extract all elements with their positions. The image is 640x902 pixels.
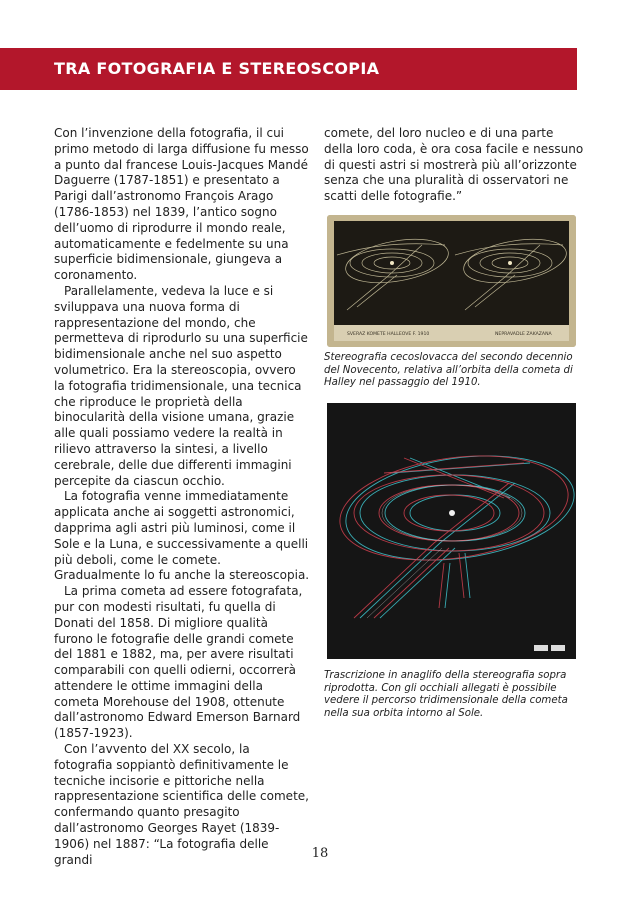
chapter-header-bar xyxy=(0,48,577,90)
right-text-column xyxy=(324,126,584,205)
anaglyph-caption: Trascrizione in anaglifo della stereografia sopra riprodotta. Con gli occhiali allegati è possibile vedere il percorso tridimensionale della cometa nella sua orbita intorno al Sole. xyxy=(324,670,568,719)
anaglyph-drawing xyxy=(327,403,576,659)
stereograph-label-left: SVERAZ KOMETE HALLEOVE F. 1910 xyxy=(347,332,430,337)
paragraph-2: Parallelamente, vedeva la luce e si sviluppava una nuova forma di rappresentazione del mondo, che permetteva di riprodurlo su una superficie bidimensionale anche nel suo aspetto volumetrico. Era la stereoscopia, ovvero la fotografia tridimensionale, una tecnica che riproduce le proprietà della binocularità della visione umana, grazie alle quali possiamo vedere la realtà in rilievo attraverso la sintesi, a livello cerebrale, delle due differenti immagini percepite da ciascun occhio. xyxy=(54,283,308,488)
stereograph-caption: Stereografia cecoslovacca del secondo decennio del Novecento, relativa all’orbita della cometa di Halley nel passaggio del 1910. xyxy=(324,352,573,389)
stereograph-label-right: NEPRAVADLE ZAKAZANA xyxy=(495,332,552,337)
paragraph-3: La fotografia venne immediatamente applicata anche ai soggetti astronomici, dapprima agli astri più luminosi, come il Sole e la Luna, e successivamente a quelli più deboli, come le comete. Gradualmente lo fu anche la stereoscopia. xyxy=(54,489,310,583)
stereograph-drawing xyxy=(327,215,576,347)
left-text-column xyxy=(54,126,310,868)
anaglyph-image xyxy=(327,403,576,659)
paragraph-1: Con l’invenzione della fotografia, il cui primo metodo di larga diffusione fu messo a punto dal francese Louis-Jacques Mandé Daguerre (1787-1851) e presentato a Parigi dall’astronomo François Arago (1786-1853) nel 1839, l’antico sogno dell’uomo di riprodurre il mondo reale, automaticamente e fedelmente su una superficie bidimensionale, giungeva a coronamento. xyxy=(54,126,309,283)
paragraph-4: La prima cometa ad essere fotografata, pur con modesti risultati, fu quella di Donati del 1858. Di migliore qualità furono le fotografie delle grandi comete del 1881 e 1882, ma, per avere risultati comparabili con quelli odierni, occorrerà attendere le ottime immagini della cometa Morehouse del 1908, ottenute dall’astronomo Edward Emerson Barnard (1857-1923). xyxy=(54,584,303,741)
paragraph-5: Con l’avvento del XX secolo, la fotografia soppiantò definitivamente le tecniche incisorie e pittoriche nella rappresentazione scientifica delle comete, confermando quanto presagito dall’astronomo Georges Rayet (1839-1906) nel 1887: “La fotografia delle grandi xyxy=(54,742,309,867)
page-number: 18 xyxy=(311,846,329,861)
paragraph-continuation: comete, del loro nucleo e di una parte della loro coda, è ora cosa facile e nessuno di questi astri si mostrerà più all’orizzonte senza che una pluralità di osservatori ne scatti delle fotografie.” xyxy=(324,126,584,204)
chapter-title: TRA FOTOGRAFIA E STEREOSCOPIA xyxy=(54,59,380,78)
stereograph-image xyxy=(327,215,576,347)
